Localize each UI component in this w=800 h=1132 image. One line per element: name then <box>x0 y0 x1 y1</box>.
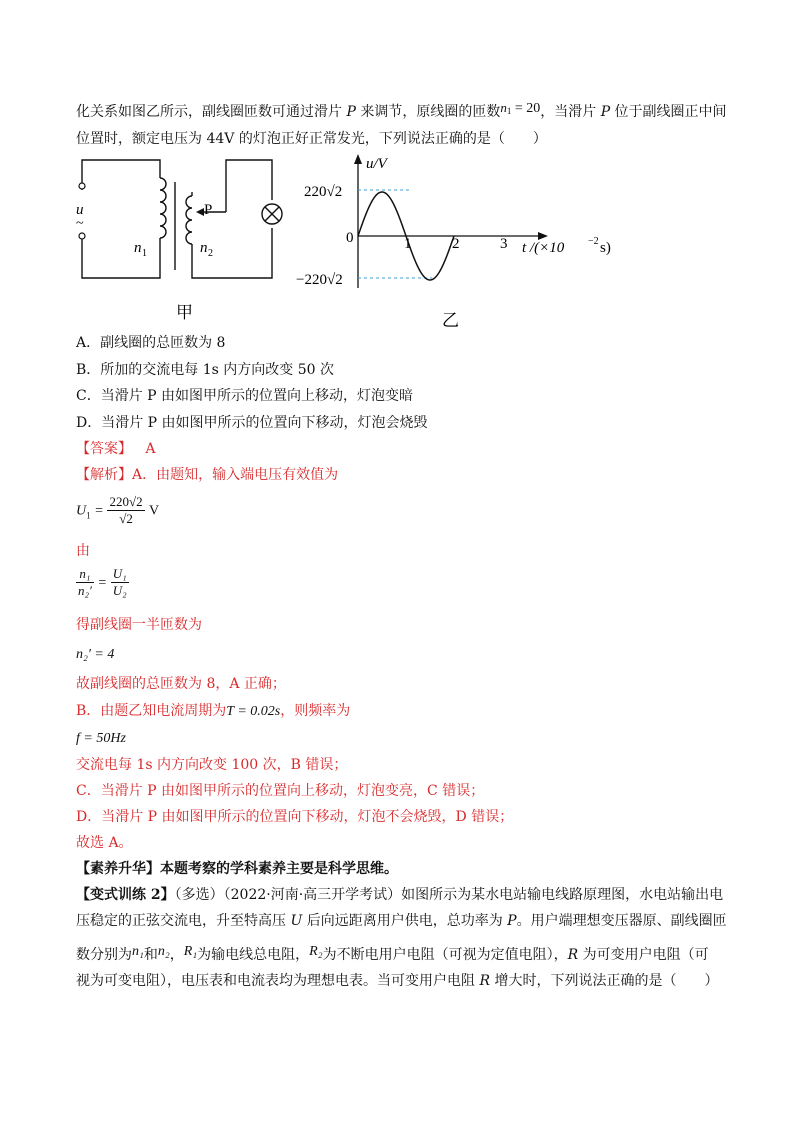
question-text: 位于副线圈正中间 <box>610 104 727 120</box>
variant-line-2 <box>76 911 727 931</box>
tilde-label: ~ <box>76 216 84 231</box>
caption-jia: 甲 <box>176 303 193 322</box>
variant-label: 【变式训练 2】 <box>76 887 175 903</box>
variant-text: 。用户端理想变压器原、副线圈匝 <box>516 913 727 929</box>
x-tick-3: 3 <box>500 236 508 252</box>
r2-symbol: R₂ <box>309 944 323 959</box>
variant-text: 为不断电用户电阻（可视为定值电阻）， <box>322 947 568 963</box>
ratio-n1: n₁ <box>76 566 94 583</box>
x-tick-1: 1 <box>404 236 412 252</box>
question-text: ，当滑片 <box>540 104 601 120</box>
variant-text: 和 <box>143 947 158 963</box>
analysis-d: D．当滑片 P 由如图甲所示的位置向下移动，灯泡不会烧毁，D 错误； <box>76 809 514 825</box>
analysis-text: A．由题知，输入端电压有效值为 <box>132 467 339 483</box>
question-text: 化关系如图乙所示，副线圈匝数可通过滑片 <box>76 104 347 120</box>
u1-subscript: 1 <box>86 510 91 521</box>
literacy-line <box>76 859 398 879</box>
variant-line-1 <box>76 885 723 905</box>
variant-text: 压稳定的正弦交流电，升至特高压 <box>76 913 291 929</box>
r1-symbol: R₁ <box>183 944 198 959</box>
variant-line-4 <box>76 971 718 991</box>
n1-subscript: 1 <box>506 106 512 116</box>
literacy-text: 本题考察的学科素养主要是科学思维。 <box>160 861 398 877</box>
r-symbol: R <box>479 973 490 989</box>
y-min-label: −220√2 <box>296 272 343 288</box>
x-axis-label: t /(×10 <box>522 240 565 256</box>
u1-fraction <box>107 494 144 527</box>
n1-symbol: n₁ <box>132 944 144 959</box>
n2-symbol: n₂ <box>157 944 170 959</box>
analysis-half-eq: n₂′ = 4 <box>76 647 115 662</box>
analysis-line-1 <box>76 465 338 485</box>
x-tick-2: 2 <box>452 236 460 252</box>
n2-label-sub: 2 <box>208 248 213 259</box>
ratio-u2: U₂ <box>112 583 127 598</box>
x-axis-arrow-icon <box>538 232 548 240</box>
analysis-c: C．当滑片 P 由如图甲所示的位置向上移动，灯泡变亮，C 错误； <box>76 783 485 799</box>
analysis-b-text: B．由题乙知电流周期为 <box>76 703 227 719</box>
origin-label: 0 <box>346 230 354 246</box>
variant-text: 增大时，下列说法正确的是（ ） <box>490 973 719 989</box>
ratio-n2: n₂′ <box>78 583 92 598</box>
option-a: A．副线圈的总匝数为 8 <box>76 335 226 351</box>
question-text: 来调节，原线圈的匝数 <box>355 104 501 120</box>
variant-text: 为输电线总电阻， <box>197 947 310 963</box>
n1-label-sub: 1 <box>142 248 147 259</box>
n1-label: n <box>134 240 142 256</box>
option-d: D．当滑片 P 由如图甲所示的位置向下移动，灯泡会烧毁 <box>76 415 428 431</box>
analysis-label: 【解析】 <box>76 467 132 483</box>
x-axis-exp: −2 <box>588 236 599 247</box>
answer-line <box>76 439 155 459</box>
figure-jia-circuit <box>66 152 306 332</box>
formula-ratio: $\frac{\text{n₁}}{\text{n₂′}}$ = $\frac{\text{U₁}}{\text{U₂}}$ <box>78 566 127 598</box>
literacy-label: 【素养升华】 <box>76 861 160 877</box>
analysis-b <box>76 701 350 722</box>
y-max-label: 220√2 <box>304 184 343 200</box>
u1-unit: V <box>149 503 160 519</box>
u1-denominator: √2 <box>119 511 133 526</box>
n1-value: = 20 <box>511 101 541 116</box>
answer-value: A <box>145 441 156 457</box>
x-axis-unit: s) <box>600 240 611 256</box>
slider-symbol: P <box>346 104 356 120</box>
analysis-b-end: 交流电每 1s 内方向改变 100 次，B 错误； <box>76 757 348 773</box>
variant-text: 后向远距离用户供电，总功率为 <box>302 913 508 929</box>
voltage-symbol: U <box>290 913 303 929</box>
n1-symbol: n <box>500 100 507 115</box>
formula-u1: $U_1$ = $\frac{220√2}{√2}$ V <box>76 494 160 526</box>
y-axis-label: u/V <box>366 156 387 172</box>
question-line-1 <box>76 98 727 122</box>
variant-text: （多选）（2022·河南·高三开学考试）如图所示为某水电站输电线路原理图，水电站输出电 <box>174 887 724 903</box>
analysis-by: 由 <box>76 543 90 559</box>
variant-line-3 <box>76 942 709 965</box>
p-label: P <box>204 202 213 218</box>
slider-symbol: P <box>600 104 611 120</box>
ratio-left <box>76 566 94 599</box>
u1-symbol: U <box>76 503 87 519</box>
question-line-2: 位置时，额定电压为 44V 的灯泡正好正常发光，下列说法正确的是（ ） <box>76 131 547 147</box>
slider-arrow-icon <box>196 208 204 216</box>
r-symbol: R <box>567 947 579 963</box>
secondary-coil <box>186 196 192 244</box>
caption-yi: 乙 <box>442 311 459 330</box>
option-c: C．当滑片 P 由如图甲所示的位置向上移动，灯泡变暗 <box>76 388 414 404</box>
analysis-total: 故副线圈的总匝数为 8，A 正确； <box>76 676 286 692</box>
variant-text: ， <box>169 947 184 963</box>
variant-text: 为可变用户电阻（可 <box>578 947 709 963</box>
analysis-choose: 故选 A。 <box>76 835 133 851</box>
option-b: B．所加的交流电每 1s 内方向改变 50 次 <box>76 362 334 378</box>
analysis-half: 得副线圈一半匝数为 <box>76 617 202 633</box>
variant-text: 视为可变电阻），电压表和电流表均为理想电表。当可变用户电阻 <box>76 973 480 989</box>
ratio-right <box>111 566 129 599</box>
freq-formula: f = 50Hz <box>76 731 126 746</box>
u1-numerator: 220√2 <box>109 494 143 509</box>
figure-yi-chart <box>282 152 622 332</box>
answer-label: 【答案】 <box>76 441 132 457</box>
analysis-b-text-2: ，则频率为 <box>280 703 351 719</box>
n2-label: n <box>200 240 208 256</box>
power-symbol: P <box>507 913 517 929</box>
variant-text: 数分别为 <box>76 947 132 963</box>
ratio-u1: U₁ <box>112 566 127 581</box>
u-label: u <box>76 202 84 218</box>
primary-coil <box>160 178 166 238</box>
period-formula: T = 0.02s <box>226 704 281 719</box>
y-axis-arrow-icon <box>354 154 362 164</box>
